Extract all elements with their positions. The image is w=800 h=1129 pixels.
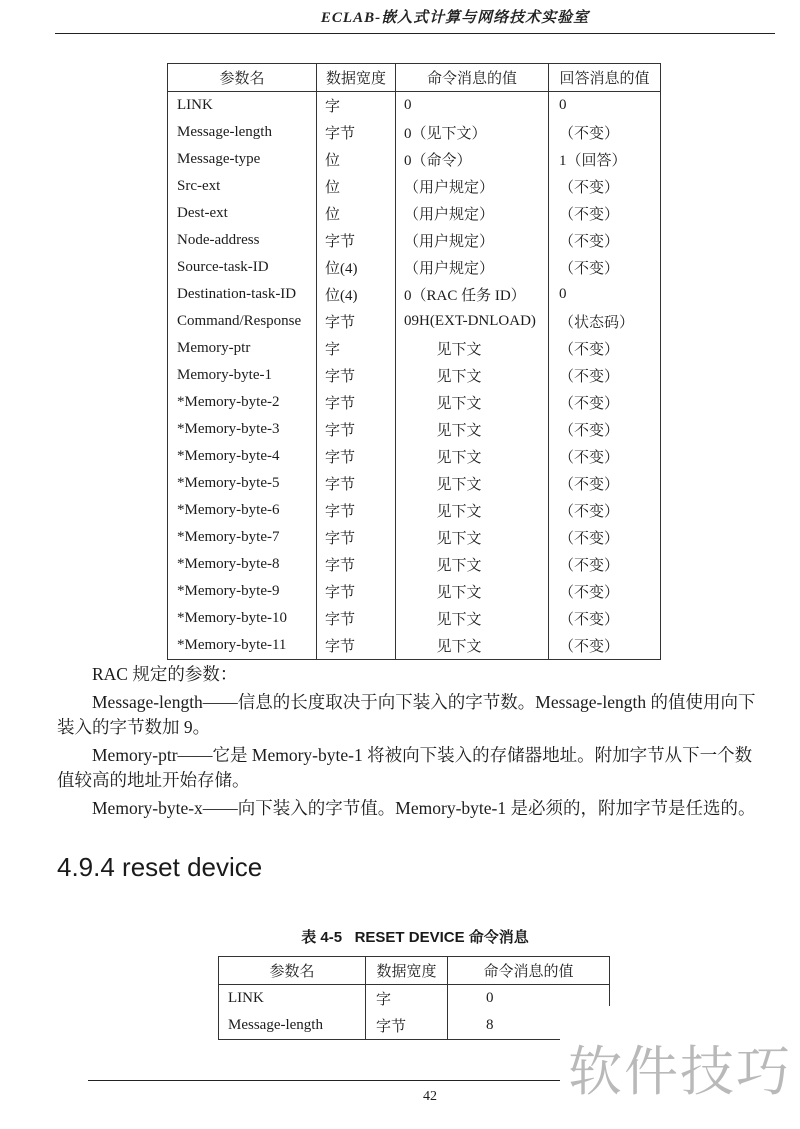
table-row [168, 416, 661, 443]
data-width-cell: 字节 [366, 1012, 448, 1040]
table-caption: 表 4-5 RESET DEVICE 命令消息 [301, 929, 529, 946]
param-name-cell: Source-task-ID [168, 254, 317, 281]
note-message-length-line: 装入的字节数加 9。 [57, 717, 211, 737]
header-rule [55, 33, 775, 34]
column-header-data-width: 数据宽度 [366, 957, 448, 985]
param-name-cell: Dest-ext [168, 200, 317, 227]
table-row [168, 578, 661, 605]
note-memory-byte-x-line: Memory-byte-x——向下装入的字节值。Memory-byte-1 是必须的，附加字节是任选的。 [92, 798, 756, 818]
param-name-cell: *Memory-byte-5 [168, 470, 317, 497]
table-row [168, 524, 661, 551]
command-value-cell: 见下文 [396, 524, 549, 551]
response-value-cell: 0 [549, 281, 661, 308]
table-row [168, 119, 661, 146]
table-row [168, 335, 661, 362]
command-value-cell: 09H(EXT-DNLOAD) [396, 308, 549, 335]
data-width-cell: 位 [317, 200, 396, 227]
data-width-cell: 位(4) [317, 281, 396, 308]
response-value-cell: （不变） [549, 497, 661, 524]
data-width-cell: 字节 [317, 119, 396, 146]
table-row [168, 281, 661, 308]
column-header-param-name: 参数名 [168, 64, 317, 92]
command-value-cell: 见下文 [396, 578, 549, 605]
response-value-cell: （不变） [549, 173, 661, 200]
param-name-cell: *Memory-byte-10 [168, 605, 317, 632]
column-header-command-value: 命令消息的值 [448, 957, 610, 985]
table-row [168, 497, 661, 524]
section-heading: 4.9.4 reset device [57, 852, 263, 882]
param-name-cell: *Memory-byte-9 [168, 578, 317, 605]
notes-intro: RAC 规定的参数： [92, 664, 238, 684]
table-row [168, 173, 661, 200]
table-row [168, 92, 661, 120]
command-value-cell: 见下文 [396, 551, 549, 578]
reset-device-table [218, 956, 610, 1040]
param-name-cell: Command/Response [168, 308, 317, 335]
response-value-cell: （不变） [549, 470, 661, 497]
command-value-cell: 见下文 [396, 416, 549, 443]
response-value-cell: （不变） [549, 119, 661, 146]
data-width-cell: 字 [317, 335, 396, 362]
response-value-cell: 1（回答） [549, 146, 661, 173]
response-value-cell: （不变） [549, 524, 661, 551]
command-value-cell: （用户规定） [396, 254, 549, 281]
column-header-data-width: 数据宽度 [317, 64, 396, 92]
data-width-cell: 字节 [317, 632, 396, 660]
param-name-cell: LINK [168, 92, 317, 120]
response-value-cell: （不变） [549, 551, 661, 578]
column-header-response-value: 回答消息的值 [549, 64, 661, 92]
table-row [168, 443, 661, 470]
response-value-cell: （不变） [549, 335, 661, 362]
command-value-cell: （用户规定） [396, 200, 549, 227]
column-header-param-name: 参数名 [219, 957, 366, 985]
command-value-cell: 0 [448, 985, 610, 1013]
ext-dnload-parameter-table [167, 63, 661, 660]
response-value-cell: （不变） [549, 200, 661, 227]
data-width-cell: 字节 [317, 389, 396, 416]
data-width-cell: 字 [317, 92, 396, 120]
table-row [168, 389, 661, 416]
command-value-cell: 见下文 [396, 443, 549, 470]
response-value-cell: （不变） [549, 227, 661, 254]
command-value-cell: 0（RAC 任务 ID） [396, 281, 549, 308]
command-value-cell: （用户规定） [396, 173, 549, 200]
note-message-length-line: Message-length——信息的长度取决于向下装入的字节数。Message-length 的值使用向下 [92, 692, 756, 712]
table-row [168, 362, 661, 389]
command-value-cell: 0（见下文） [396, 119, 549, 146]
response-value-cell: （不变） [549, 443, 661, 470]
table-row [168, 227, 661, 254]
table-row [219, 985, 610, 1013]
data-width-cell: 字 [366, 985, 448, 1013]
data-width-cell: 位 [317, 173, 396, 200]
data-width-cell: 字节 [317, 362, 396, 389]
param-name-cell: *Memory-byte-8 [168, 551, 317, 578]
command-value-cell: 0 [396, 92, 549, 120]
param-name-cell: *Memory-byte-2 [168, 389, 317, 416]
response-value-cell: （不变） [549, 605, 661, 632]
response-value-cell: （不变） [549, 254, 661, 281]
param-name-cell: Node-address [168, 227, 317, 254]
table-row [168, 605, 661, 632]
response-value-cell: （不变） [549, 632, 661, 660]
data-width-cell: 字节 [317, 497, 396, 524]
table-row [168, 146, 661, 173]
response-value-cell: （不变） [549, 389, 661, 416]
table-row [168, 254, 661, 281]
table-header-row [219, 957, 610, 985]
command-value-cell: 8 [448, 1012, 610, 1040]
data-width-cell: 位 [317, 146, 396, 173]
watermark [560, 1006, 800, 1129]
param-name-cell: Message-length [219, 1012, 366, 1040]
response-value-cell: （不变） [549, 578, 661, 605]
data-width-cell: 字节 [317, 551, 396, 578]
data-width-cell: 字节 [317, 605, 396, 632]
param-name-cell: Destination-task-ID [168, 281, 317, 308]
data-width-cell: 位(4) [317, 254, 396, 281]
param-name-cell: Memory-ptr [168, 335, 317, 362]
data-width-cell: 字节 [317, 578, 396, 605]
param-name-cell: Src-ext [168, 173, 317, 200]
param-name-cell: *Memory-byte-7 [168, 524, 317, 551]
data-width-cell: 字节 [317, 308, 396, 335]
note-memory-ptr-line: 值较高的地址开始存储。 [57, 770, 250, 790]
data-width-cell: 字节 [317, 416, 396, 443]
param-name-cell: *Memory-byte-6 [168, 497, 317, 524]
param-name-cell: Message-type [168, 146, 317, 173]
column-header-command-value: 命令消息的值 [396, 64, 549, 92]
data-width-cell: 字节 [317, 443, 396, 470]
command-value-cell: 见下文 [396, 497, 549, 524]
table-row [168, 470, 661, 497]
note-memory-ptr-line: Memory-ptr——它是 Memory-byte-1 将被向下装入的存储器地址。附加字节从下一个数 [92, 745, 753, 765]
running-header: ECLAB-嵌入式计算与网络技术实验室 [320, 10, 590, 26]
command-value-cell: 见下文 [396, 632, 549, 660]
command-value-cell: 见下文 [396, 605, 549, 632]
data-width-cell: 字节 [317, 470, 396, 497]
data-width-cell: 字节 [317, 524, 396, 551]
table-header-row [168, 64, 661, 92]
command-value-cell: 0（命令） [396, 146, 549, 173]
param-name-cell: Message-length [168, 119, 317, 146]
page-number: 42 [423, 1089, 437, 1104]
param-name-cell: *Memory-byte-11 [168, 632, 317, 660]
table-row [219, 1012, 610, 1040]
response-value-cell: （不变） [549, 362, 661, 389]
command-value-cell: 见下文 [396, 362, 549, 389]
response-value-cell: 0 [549, 92, 661, 120]
command-value-cell: 见下文 [396, 335, 549, 362]
data-width-cell: 字节 [317, 227, 396, 254]
response-value-cell: （状态码） [549, 308, 661, 335]
param-name-cell: *Memory-byte-3 [168, 416, 317, 443]
watermark-text: 软件技巧 [568, 1040, 792, 1103]
param-name-cell: LINK [219, 985, 366, 1013]
table-row [168, 632, 661, 660]
param-name-cell: Memory-byte-1 [168, 362, 317, 389]
table-row [168, 551, 661, 578]
command-value-cell: 见下文 [396, 470, 549, 497]
table-row [168, 200, 661, 227]
command-value-cell: （用户规定） [396, 227, 549, 254]
param-name-cell: *Memory-byte-4 [168, 443, 317, 470]
response-value-cell: （不变） [549, 416, 661, 443]
table-row [168, 308, 661, 335]
command-value-cell: 见下文 [396, 389, 549, 416]
